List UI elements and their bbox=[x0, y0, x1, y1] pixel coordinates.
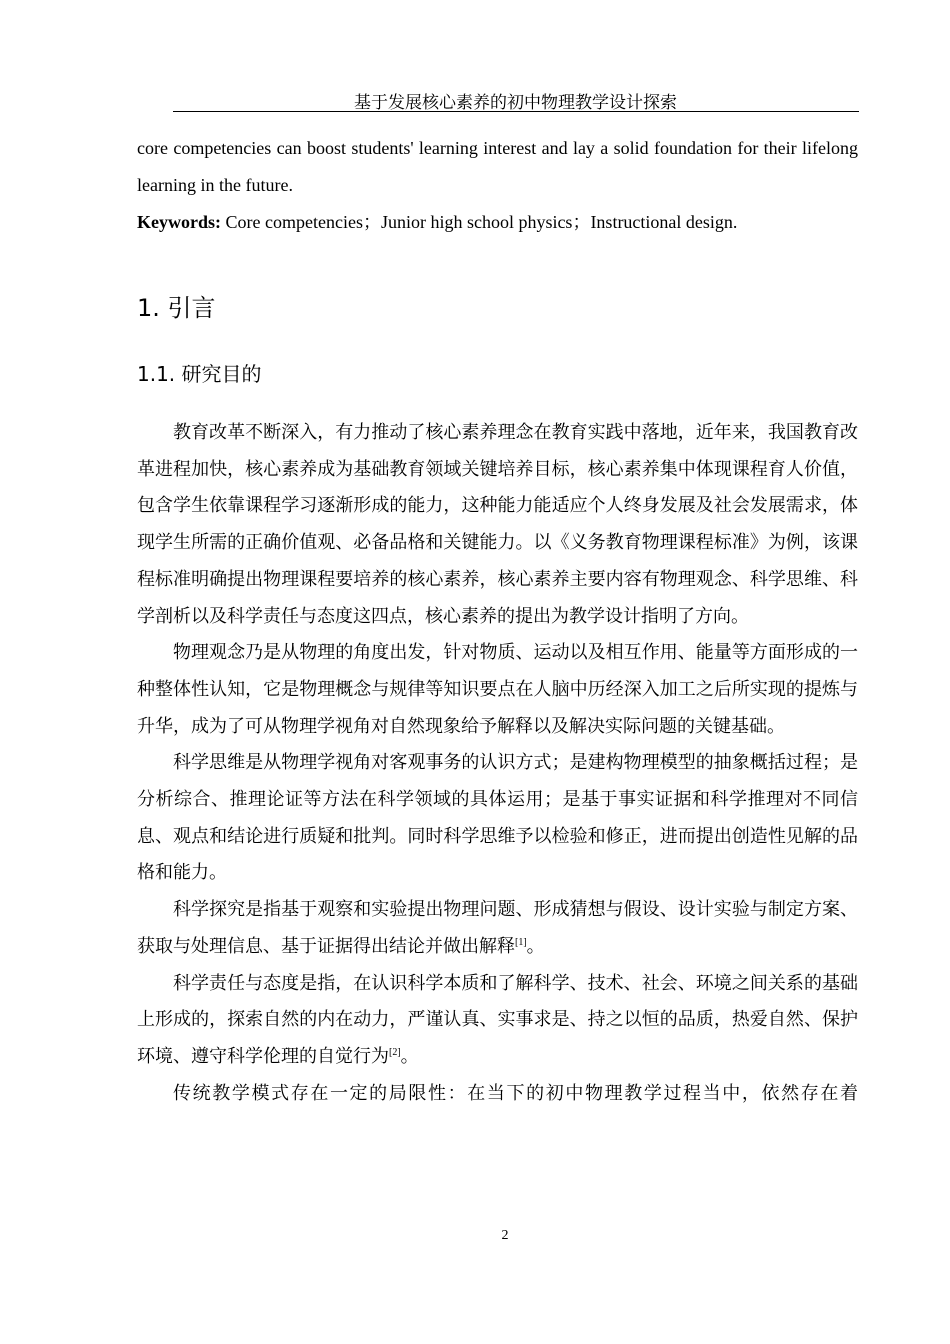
paragraph bbox=[137, 744, 858, 891]
paragraph bbox=[137, 891, 858, 964]
section-heading: 1. 引言 bbox=[137, 294, 216, 322]
keywords-value: Core competencies；Junior high school physics；Instructional design. bbox=[221, 212, 738, 232]
paragraph-text: 物理观念乃是从物理的角度出发，针对物质、运动以及相互作用、能量等方面形成的一种整体性认知，它是物理概念与规律等知识要点在人脑中历经深入加工之后所实现的提炼与升华，成为了可从物理学视角对自然现象给予解释以及解决实际问题的关键基础。 bbox=[137, 642, 858, 736]
paragraph-text: 科学责任与态度是指，在认识科学本质和了解科学、技术、社会、环境之间关系的基础上形成的，探索自然的内在动力，严谨认真、实事求是、持之以恒的品质，热爱自然、保护环境、遵守科学伦理的自觉行为 bbox=[137, 972, 858, 1066]
paragraph-end: 。 bbox=[400, 1045, 419, 1066]
citation-ref[interactable]: [1] bbox=[515, 936, 527, 948]
keywords-line bbox=[137, 204, 858, 241]
paragraph-text: 科学思维是从物理学视角对客观事务的认识方式；是建构物理模型的抽象概括过程；是分析综合、推理论证等方法在科学领域的具体运用；是基于事实证据和科学推理对不同信息、观点和结论进行质疑和批判。同时科学思维予以检验和修正，进而提出创造性见解的品格和能力。 bbox=[137, 752, 858, 883]
body-text bbox=[137, 414, 858, 1111]
paragraph-text: 科学探究是指基于观察和实验提出物理问题、形成猜想与假设、设计实验与制定方案、获取与处理信息、基于证据得出结论并做出解释 bbox=[137, 899, 858, 956]
citation-ref[interactable]: [2] bbox=[389, 1046, 401, 1058]
paragraph-text: 传统教学模式存在一定的局限性：在当下的初中物理教学过程当中，依然存在着 bbox=[173, 1082, 858, 1103]
running-header: 基于发展核心素养的初中物理教学设计探索 bbox=[354, 93, 677, 112]
subsection-heading: 1.1. 研究目的 bbox=[137, 362, 262, 386]
page-number: 2 bbox=[501, 1228, 509, 1243]
paragraph-text: 教育改革不断深入，有力推动了核心素养理念在教育实践中落地，近年来，我国教育改革进程加快，核心素养成为基础教育领域关键培养目标，核心素养集中体现课程育人价值，包含学生依靠课程学习逐渐形成的能力，这种能力能适应个人终身发展及社会发展需求，体现学生所需的正确价值观、必备品格和关键能力。以《义务教育物理课程标准》为例，该课程标准明确提出物理课程要培养的核心素养，核心素养主要内容有物理观念、科学思维、科学剖析以及科学责任与态度这四点，核心素养的提出为教学设计指明了方向。 bbox=[137, 422, 858, 626]
abstract-text: core competencies can boost students' learning interest and lay a solid foundation for their lifelong learning in the future. bbox=[137, 138, 858, 195]
keywords-label: Keywords: bbox=[137, 212, 221, 232]
paragraph bbox=[137, 634, 858, 744]
paragraph bbox=[137, 414, 858, 634]
paragraph-end: 。 bbox=[526, 935, 545, 956]
header-rule bbox=[173, 111, 859, 112]
paragraph bbox=[137, 1075, 858, 1112]
paragraph bbox=[137, 965, 858, 1075]
